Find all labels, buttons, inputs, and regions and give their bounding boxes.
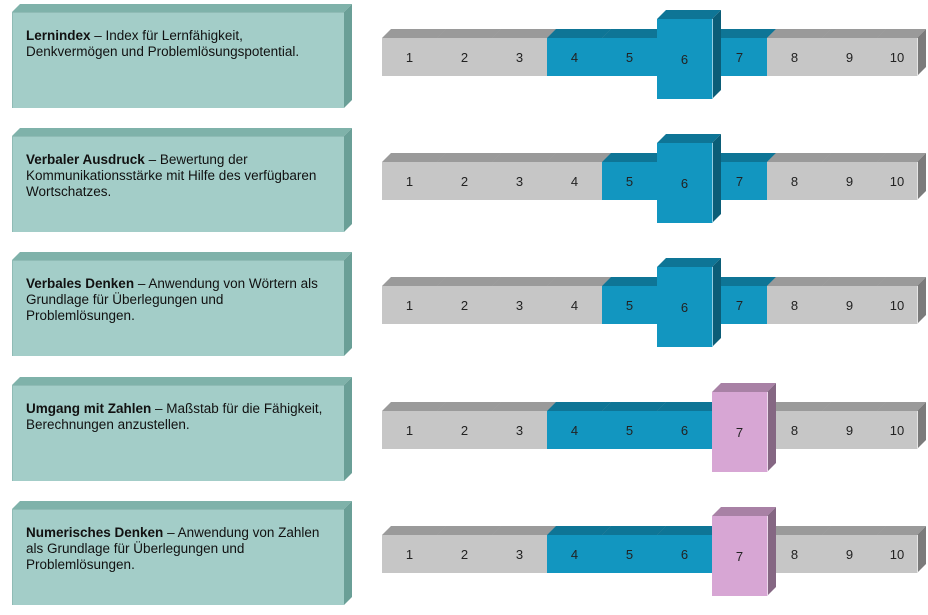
row-description-text: – Anwendung von Zahlen als Grundlage für Überlegungen und Problemlösungen. bbox=[26, 525, 320, 572]
row-label-box-top bbox=[12, 4, 352, 12]
row-label-box bbox=[12, 260, 352, 356]
row-label-box-front bbox=[12, 12, 344, 108]
scale-cell-highlighted-label: 7 bbox=[712, 162, 768, 200]
scale-cell bbox=[877, 526, 926, 573]
scale-cell-label: 1 bbox=[382, 411, 438, 449]
row-scale bbox=[382, 373, 928, 491]
row-scale bbox=[382, 248, 928, 366]
row-label-box bbox=[12, 136, 352, 232]
row-label-box bbox=[12, 385, 352, 481]
score-marker bbox=[712, 383, 776, 472]
scale-cell bbox=[877, 153, 926, 200]
row-scale bbox=[382, 124, 928, 242]
score-marker-side-face bbox=[767, 383, 776, 472]
row-label-box-front bbox=[12, 260, 344, 356]
scale-cell-label: 10 bbox=[877, 411, 918, 449]
scale-cell-label: 3 bbox=[492, 286, 548, 324]
scale-cell-label: 2 bbox=[437, 535, 493, 573]
scale-cell-label: 2 bbox=[437, 411, 493, 449]
row-description bbox=[26, 152, 326, 200]
scale-cell-label: 8 bbox=[767, 38, 823, 76]
score-marker-top-face bbox=[657, 134, 721, 143]
row-description-text: – Bewertung der Kommunikationsstärke mit Hilfe des verfügbaren Wortschatzes. bbox=[26, 152, 317, 199]
score-marker-top-face bbox=[712, 383, 776, 392]
score-marker-side-face bbox=[712, 134, 721, 223]
row-description-text: – Index für Lernfähigkeit, Denkvermögen und Problemlösungspotential. bbox=[26, 28, 300, 59]
score-marker-label: 6 bbox=[657, 19, 713, 99]
row-label-box bbox=[12, 509, 352, 605]
row-title: Umgang mit Zahlen bbox=[26, 401, 152, 416]
scale-cell-label: 4 bbox=[547, 162, 603, 200]
scale-cell-label: 10 bbox=[877, 286, 918, 324]
scale-cell-label: 3 bbox=[492, 38, 548, 76]
scale-cell-label: 8 bbox=[767, 535, 823, 573]
row-label-box-side bbox=[344, 501, 352, 605]
scale-cell-label: 8 bbox=[767, 162, 823, 200]
row-description bbox=[26, 401, 326, 433]
score-marker-top-face bbox=[657, 10, 721, 19]
score-marker bbox=[657, 10, 721, 99]
scale-cell-label: 1 bbox=[382, 162, 438, 200]
scale-cell bbox=[877, 402, 926, 449]
row-label-box-top bbox=[12, 501, 352, 509]
score-marker-label: 7 bbox=[712, 516, 768, 596]
scale-cell-label: 10 bbox=[877, 38, 918, 76]
scale-cell-label: 10 bbox=[877, 162, 918, 200]
row-label-box-side bbox=[344, 4, 352, 108]
scale-cell-label: 9 bbox=[822, 411, 878, 449]
row-description bbox=[26, 525, 326, 573]
scale-cell-label: 8 bbox=[767, 286, 823, 324]
row-label-box-front bbox=[12, 509, 344, 605]
row-title: Verbales Denken bbox=[26, 276, 135, 291]
scale-cell-label: 1 bbox=[382, 286, 438, 324]
scale-cell-label: 2 bbox=[437, 38, 493, 76]
scale-cell-label: 9 bbox=[822, 535, 878, 573]
score-marker-side-face bbox=[712, 10, 721, 99]
scale-cell-label: 3 bbox=[492, 535, 548, 573]
row-scale bbox=[382, 0, 928, 118]
scale-cell-highlighted-label: 4 bbox=[547, 535, 603, 573]
scale-cell-highlighted-label: 5 bbox=[602, 411, 658, 449]
scale-cell-label: 3 bbox=[492, 162, 548, 200]
scale-cell-label: 9 bbox=[822, 162, 878, 200]
score-marker-side-face bbox=[767, 507, 776, 596]
score-marker-label: 6 bbox=[657, 267, 713, 347]
score-marker-label: 7 bbox=[712, 392, 768, 472]
chart-row bbox=[0, 0, 928, 118]
scale-cell-highlighted-label: 7 bbox=[712, 38, 768, 76]
scale-cell-label: 2 bbox=[437, 286, 493, 324]
row-title: Numerisches Denken bbox=[26, 525, 164, 540]
scale-cell-label: 3 bbox=[492, 411, 548, 449]
score-marker bbox=[657, 258, 721, 347]
scale-cell-label: 1 bbox=[382, 38, 438, 76]
scale-cell-highlighted-label: 5 bbox=[602, 535, 658, 573]
row-label-box-side bbox=[344, 128, 352, 232]
scale-cell-label: 4 bbox=[547, 286, 603, 324]
score-marker bbox=[712, 507, 776, 596]
row-description bbox=[26, 28, 326, 60]
scale-cell-highlighted-label: 5 bbox=[602, 286, 658, 324]
scale-cell-highlighted-label: 4 bbox=[547, 411, 603, 449]
row-label-box-side bbox=[344, 377, 352, 481]
chart-row bbox=[0, 124, 928, 242]
scale-cell-highlighted-label: 7 bbox=[712, 286, 768, 324]
score-marker-top-face bbox=[657, 258, 721, 267]
scale-cell-label: 2 bbox=[437, 162, 493, 200]
scale-cell-label: 9 bbox=[822, 286, 878, 324]
scale-cell bbox=[877, 29, 926, 76]
scale-cell-label: 10 bbox=[877, 535, 918, 573]
scale-cell-label: 1 bbox=[382, 535, 438, 573]
scale-cell-highlighted-label: 6 bbox=[657, 535, 713, 573]
row-title: Verbaler Ausdruck bbox=[26, 152, 145, 167]
chart-row bbox=[0, 497, 928, 615]
row-label-box-front bbox=[12, 136, 344, 232]
row-description-text: – Maßstab für die Fähigkeit, Berechnungen anzustellen. bbox=[26, 401, 323, 432]
row-label-box-top bbox=[12, 128, 352, 136]
row-label-box-front bbox=[12, 385, 344, 481]
row-description-text: – Anwendung von Wörtern als Grundlage für Überlegungen und Problemlösungen. bbox=[26, 276, 318, 323]
score-marker-side-face bbox=[712, 258, 721, 347]
row-description bbox=[26, 276, 326, 324]
scale-cell-highlighted-label: 4 bbox=[547, 38, 603, 76]
scale-cell-highlighted-label: 5 bbox=[602, 162, 658, 200]
score-marker bbox=[657, 134, 721, 223]
row-scale bbox=[382, 497, 928, 615]
row-label-box-top bbox=[12, 252, 352, 260]
scale-cell bbox=[877, 277, 926, 324]
scale-cell-label: 9 bbox=[822, 38, 878, 76]
row-label-box-side bbox=[344, 252, 352, 356]
row-label-box-top bbox=[12, 377, 352, 385]
scale-cell-highlighted-label: 6 bbox=[657, 411, 713, 449]
chart-row bbox=[0, 248, 928, 366]
score-marker-top-face bbox=[712, 507, 776, 516]
score-marker-label: 6 bbox=[657, 143, 713, 223]
row-title: Lernindex bbox=[26, 28, 91, 43]
row-label-box bbox=[12, 12, 352, 108]
chart-row bbox=[0, 373, 928, 491]
scale-cell-highlighted-label: 5 bbox=[602, 38, 658, 76]
scale-cell-label: 8 bbox=[767, 411, 823, 449]
